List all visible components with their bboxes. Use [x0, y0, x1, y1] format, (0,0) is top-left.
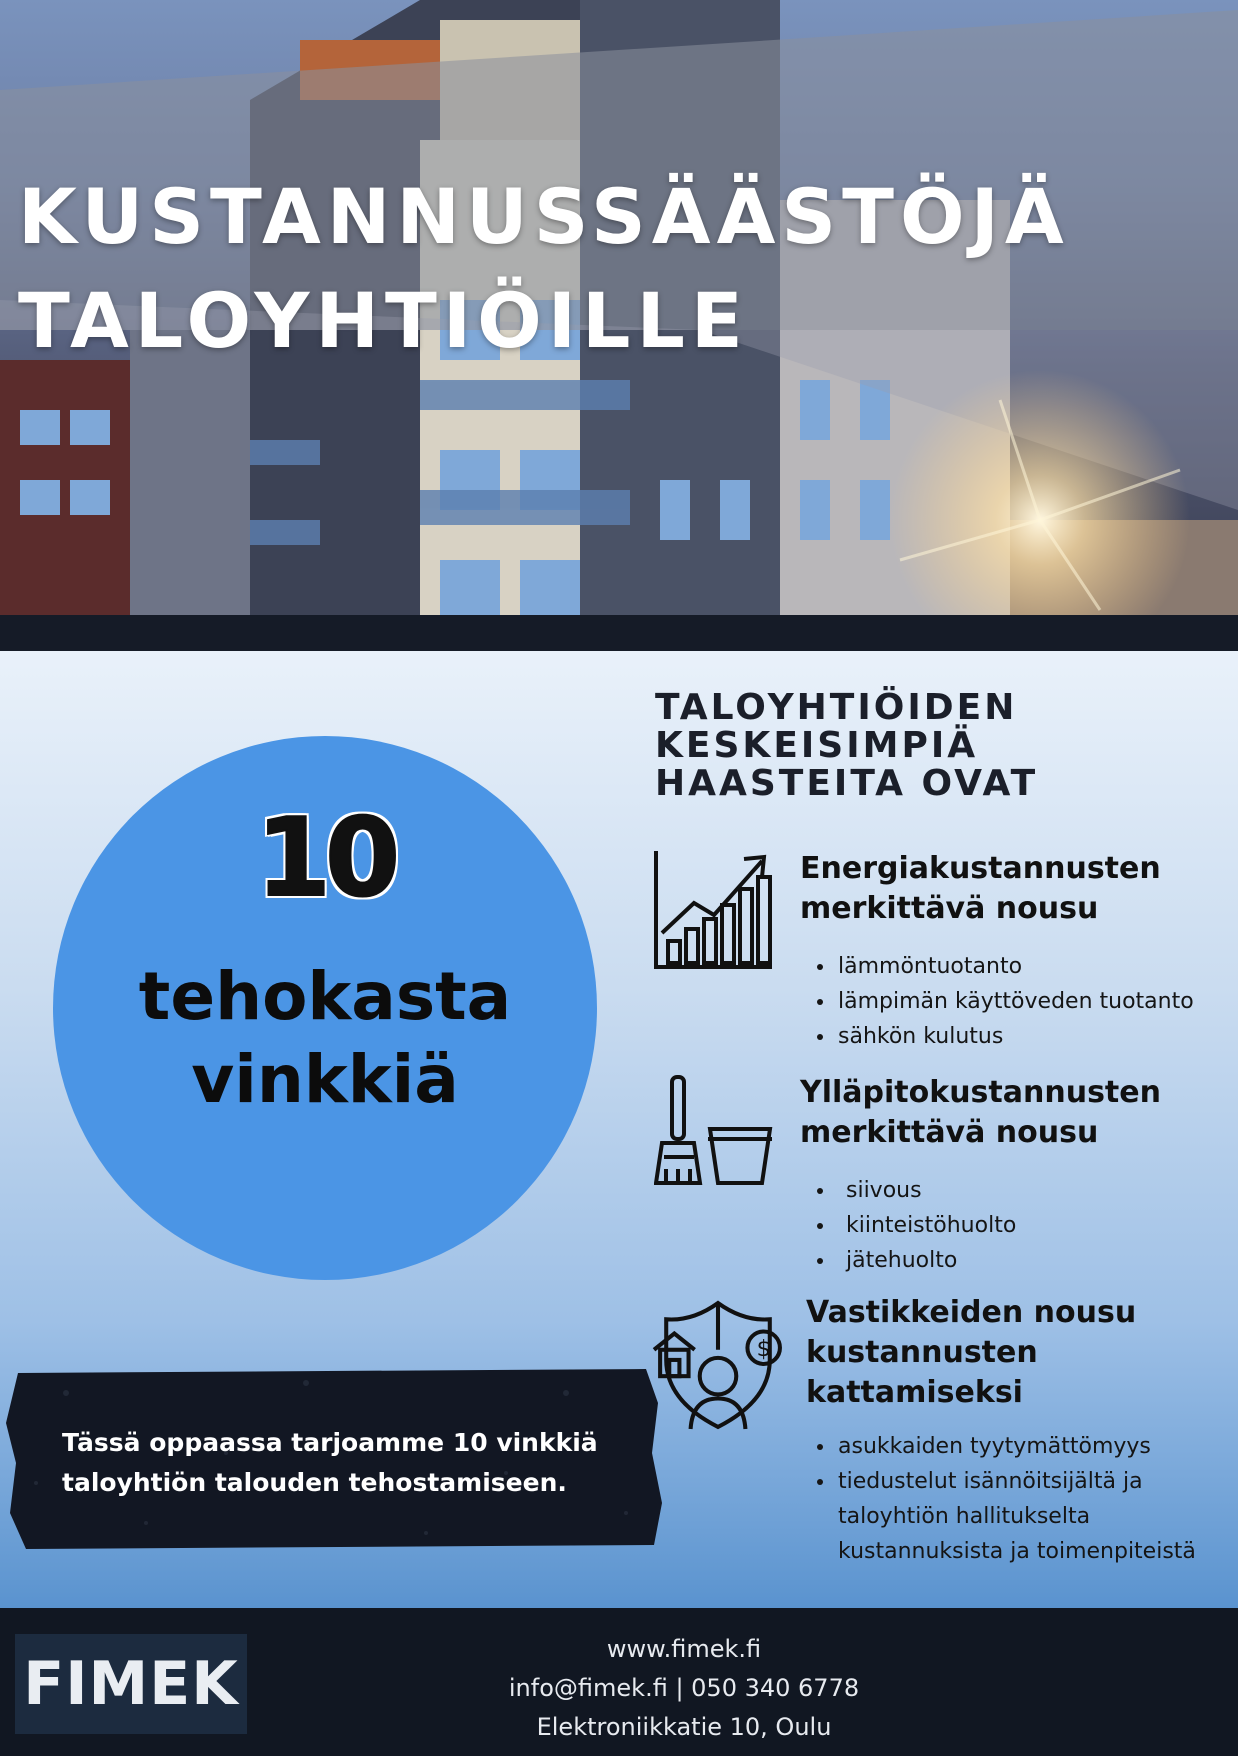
hero-title — [18, 165, 1070, 373]
intro-line1: Tässä oppaassa tarjoamme 10 vinkkiä — [62, 1428, 598, 1457]
intro-box — [6, 1363, 662, 1553]
challenges-heading-line1: TALOYHTIÖIDEN — [655, 687, 1018, 728]
challenge-fees-title-line3: kattamiseksi — [806, 1375, 1023, 1410]
list-item: • lämmöntuotanto — [836, 949, 1194, 984]
list-item: • jätehuolto — [836, 1243, 1016, 1278]
challenges-heading-line2: KESKEISIMPIÄ — [655, 725, 979, 766]
list-item: • tiedustelut isännöitsijältä ja taloyhtiön hallitukselta kustannuksista ja toimenpiteistä — [836, 1464, 1238, 1569]
hero-title-line2: TALOYHTIÖILLE — [18, 276, 749, 365]
challenges-heading-line3: HAASTEITA OVAT — [655, 763, 1039, 804]
main-content — [0, 651, 1238, 1608]
footer — [0, 1608, 1238, 1756]
svg-text:$: $ — [756, 1335, 771, 1362]
tips-count: 10 — [255, 796, 395, 921]
tips-label-line2: vinkkiä — [191, 1041, 459, 1118]
list-item: • kiinteistöhuolto — [836, 1208, 1016, 1243]
challenges-heading — [655, 689, 1038, 803]
hero-banner — [0, 0, 1238, 615]
list-item: • sähkön kulutus — [836, 1019, 1194, 1054]
shield-house-money-icon — [652, 1299, 784, 1431]
contact-info — [430, 1630, 938, 1747]
challenge-energy-list — [806, 949, 1194, 1054]
list-item: • asukkaiden tyytymättömyys — [836, 1429, 1238, 1464]
challenge-fees-title-line1: Vastikkeiden nousu — [806, 1295, 1137, 1330]
intro-text — [62, 1423, 662, 1503]
challenge-fees-list — [806, 1429, 1238, 1569]
challenge-energy-title-line1: Energiakustannusten — [800, 851, 1161, 886]
list-item: • siivous — [836, 1173, 1016, 1208]
broom-bucket-icon — [654, 1073, 774, 1193]
challenge-maintenance-title-line2: merkittävä nousu — [800, 1115, 1099, 1150]
email-phone[interactable]: info@fimek.fi | 050 340 6778 — [508, 1674, 860, 1702]
challenge-maintenance-title-line1: Ylläpitokustannusten — [800, 1075, 1161, 1110]
challenge-fees-title-line2: kustannusten — [806, 1335, 1038, 1370]
challenge-maintenance-list — [806, 1173, 1016, 1278]
website-link[interactable]: www.fimek.fi — [606, 1635, 762, 1663]
challenge-energy-title-line2: merkittävä nousu — [800, 891, 1099, 926]
tips-circle — [53, 736, 597, 1280]
address: Elektroniikkatie 10, Oulu — [536, 1713, 832, 1741]
divider-band — [0, 615, 1238, 651]
list-item: • lämpimän käyttöveden tuotanto — [836, 984, 1194, 1019]
intro-line2: taloyhtiön talouden tehostamiseen. — [62, 1468, 567, 1497]
challenge-fees-title — [806, 1293, 1136, 1413]
tips-label-line1: tehokasta — [138, 958, 512, 1035]
challenge-energy-title — [800, 849, 1161, 929]
challenge-maintenance-title — [800, 1073, 1161, 1153]
fimek-logo: FIMEK — [15, 1634, 247, 1734]
hero-title-line1: KUSTANNUSSÄÄSTÖJÄ — [18, 172, 1070, 261]
rising-chart-icon — [654, 849, 774, 969]
